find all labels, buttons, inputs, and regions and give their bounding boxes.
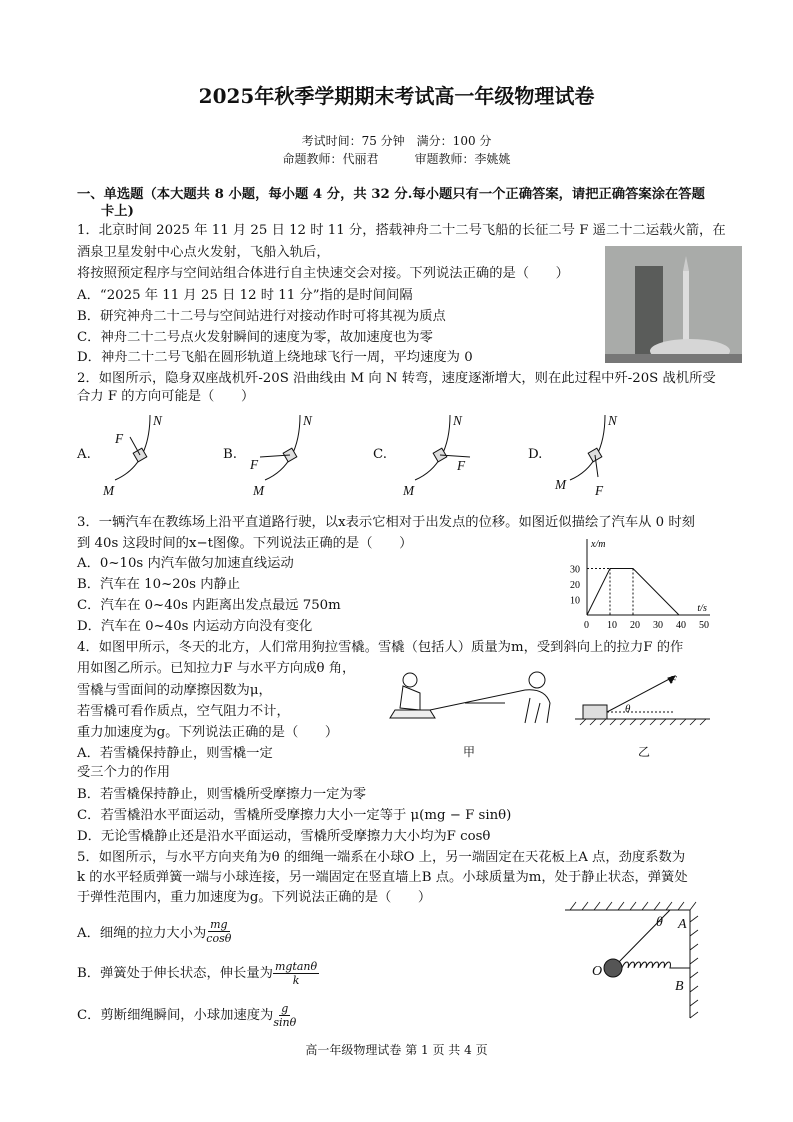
q3-option: B．汽车在 10~20s 内静止: [77, 577, 241, 592]
svg-text:F: F: [670, 674, 677, 686]
q2-text: 2．如图所示，隐身双座战机歼-20S 沿曲线由 M 向 N 转弯，速度逐渐增大，则在此过程中歼-20S 战机所受: [77, 371, 716, 386]
q5-option-a: A．细绳的拉力大小为 $\frac{mg}{\cos\theta}$: [77, 918, 232, 945]
xt-series-line: [587, 569, 679, 616]
q3-option: C．汽车在 0~40s 内距离出发点最远 750m: [77, 598, 341, 613]
svg-text:M: M: [403, 483, 415, 498]
q1-option: A．“2025 年 11 月 25 日 12 时 11 分”指的是时间间隔: [77, 288, 413, 303]
xt-chart: [565, 535, 710, 630]
q2-option-d[interactable]: D.: [528, 447, 543, 462]
q3-text: 到 40s 这段时间的x−t图像。下列说法正确的是（ ）: [77, 536, 413, 551]
q4-text: 重力加速度为g。下列说法正确的是（ ）: [77, 725, 339, 740]
svg-text:N: N: [303, 413, 312, 428]
svg-text:θ: θ: [625, 703, 631, 715]
svg-text:O: O: [592, 964, 603, 979]
spring-ball-figure: [560, 898, 710, 1023]
q5-option-b: B．弹簧处于伸长状态，伸长量为 $\frac{mgtan\theta}{k}$: [77, 960, 318, 987]
svg-text:N: N: [453, 413, 462, 428]
q2-option-a[interactable]: A.: [77, 447, 91, 462]
x-axis-label: t/s: [697, 603, 707, 614]
q1-text: 酒泉卫星发射中心点火发射，飞船入轨后，: [77, 245, 330, 260]
svg-text:N: N: [153, 413, 162, 428]
svg-text:乙: 乙: [638, 745, 651, 758]
q5-text: 5．如图所示，与水平方向夹角为θ 的细绳一端系在小球O 上，另一端固定在天花板上A 点，劲度系数为: [77, 850, 686, 865]
q1-text: 1．北京时间 2025 年 11 月 25 日 12 时 11 分，搭载神舟二十二号飞船的长征二号 F 遥二十二运载火箭，在: [77, 223, 726, 238]
svg-text:M: M: [253, 483, 265, 498]
q5-option-c: C．剪断细绳瞬间，小球加速度为 $\frac{g}{\sin\theta}$: [77, 1002, 297, 1029]
rocket-photo: [605, 246, 742, 363]
q5-text: k 的水平轻质弹簧一端与小球连接，另一端固定在竖直墙上B 点。小球质量为m，处于静止状态，弹簧处: [77, 870, 688, 885]
exam-info: 考试时间：75 分钟 满分：100 分: [301, 134, 492, 148]
svg-text:F: F: [595, 483, 604, 498]
q4-text: 雪橇与雪面间的动摩擦因数为μ，: [77, 683, 272, 698]
q1-option: C．神舟二十二号点火发射瞬间的速度为零，故加速度也为零: [77, 330, 433, 345]
q2-option-c[interactable]: C.: [373, 447, 387, 462]
svg-text:F: F: [250, 457, 259, 472]
q2-figures: [95, 405, 655, 500]
q4-text: 用如图乙所示。已知拉力F 与水平方向成θ 角，: [77, 661, 356, 676]
svg-text:θ: θ: [656, 915, 663, 930]
q2-option-b[interactable]: B.: [223, 447, 237, 462]
y-axis-label: x/m: [591, 539, 606, 550]
svg-text:M: M: [103, 483, 115, 498]
section-heading-cont: 卡上): [101, 204, 134, 219]
svg-text:B: B: [675, 979, 684, 994]
x-tick-label: 50: [699, 620, 709, 630]
section-heading: 一、单选题（本大题共 8 小题，每小题 4 分，共 32 分.每小题只有一个正确答案，请把正确答案涂在答题: [77, 187, 705, 202]
y-tick-label: 10: [570, 595, 580, 607]
x-tick-label: 20: [630, 620, 640, 630]
svg-text:M: M: [555, 477, 567, 492]
page-footer: 高一年级物理试卷 第 1 页 共 4 页: [305, 1043, 488, 1057]
svg-text:甲: 甲: [463, 745, 476, 758]
q1-option: D．神舟二十二号飞船在圆形轨道上绕地球飞行一周，平均速度为 0: [77, 350, 473, 365]
teacher-info: 命题教师：代丽君 审题教师：李姚姚: [282, 152, 511, 166]
q3-option: D．汽车在 0~40s 内运动方向没有变化: [77, 619, 313, 634]
q4-option: 受三个力的作用: [77, 765, 171, 780]
x-tick-label: 0: [584, 620, 589, 630]
q5-text: 于弹性范围内，重力加速度为g。下列说法正确的是（ ）: [77, 890, 432, 905]
x-tick-label: 10: [607, 620, 617, 630]
q1-text: 将按照预定程序与空间站组合体进行自主快速交会对接。下列说法正确的是（ ）: [77, 266, 569, 281]
y-tick-label: 30: [570, 564, 580, 576]
q3-text: 3．一辆汽车在教练场上沿平直道路行驶，以x表示它相对于出发点的位移。如图近似描绘了汽车从 0 时刻: [77, 515, 695, 530]
q4-option: A．若雪橇保持静止，则雪橇一定: [77, 746, 273, 761]
x-tick-label: 30: [653, 620, 663, 630]
q1-option: B．研究神舟二十二号与空间站进行对接动作时可将其视为质点: [77, 309, 446, 324]
q4-option: B．若雪橇保持静止，则雪橇所受摩擦力一定为零: [77, 787, 367, 802]
page-title: 2025年秋季学期期末考试高一年级物理试卷: [198, 84, 595, 108]
q4-text: 若雪橇可看作质点，空气阻力不计，: [77, 704, 290, 719]
svg-text:N: N: [608, 413, 617, 428]
svg-text:A: A: [678, 917, 687, 932]
svg-text:F: F: [457, 458, 466, 473]
q4-option: C．若雪橇沿水平面运动，雪橇所受摩擦力大小一定等于 μ(mg − F sinθ): [77, 808, 512, 823]
q3-option: A．0~10s 内汽车做匀加速直线运动: [77, 556, 294, 571]
x-tick-label: 40: [676, 620, 686, 630]
label-F: F: [115, 431, 124, 446]
y-tick-label: 20: [570, 580, 580, 591]
q4-text: 4．如图甲所示，冬天的北方，人们常用狗拉雪橇。雪橇（包括人）质量为m，受到斜向上的拉力F 的作: [77, 640, 684, 655]
fig-a: [102, 413, 163, 498]
q2-text: 合力 F 的方向可能是（ ）: [77, 389, 255, 404]
sled-figure: [385, 668, 725, 758]
q4-option: D．无论雪橇静止还是沿水平面运动，雪橇所受摩擦力大小均为F cosθ: [77, 829, 491, 844]
